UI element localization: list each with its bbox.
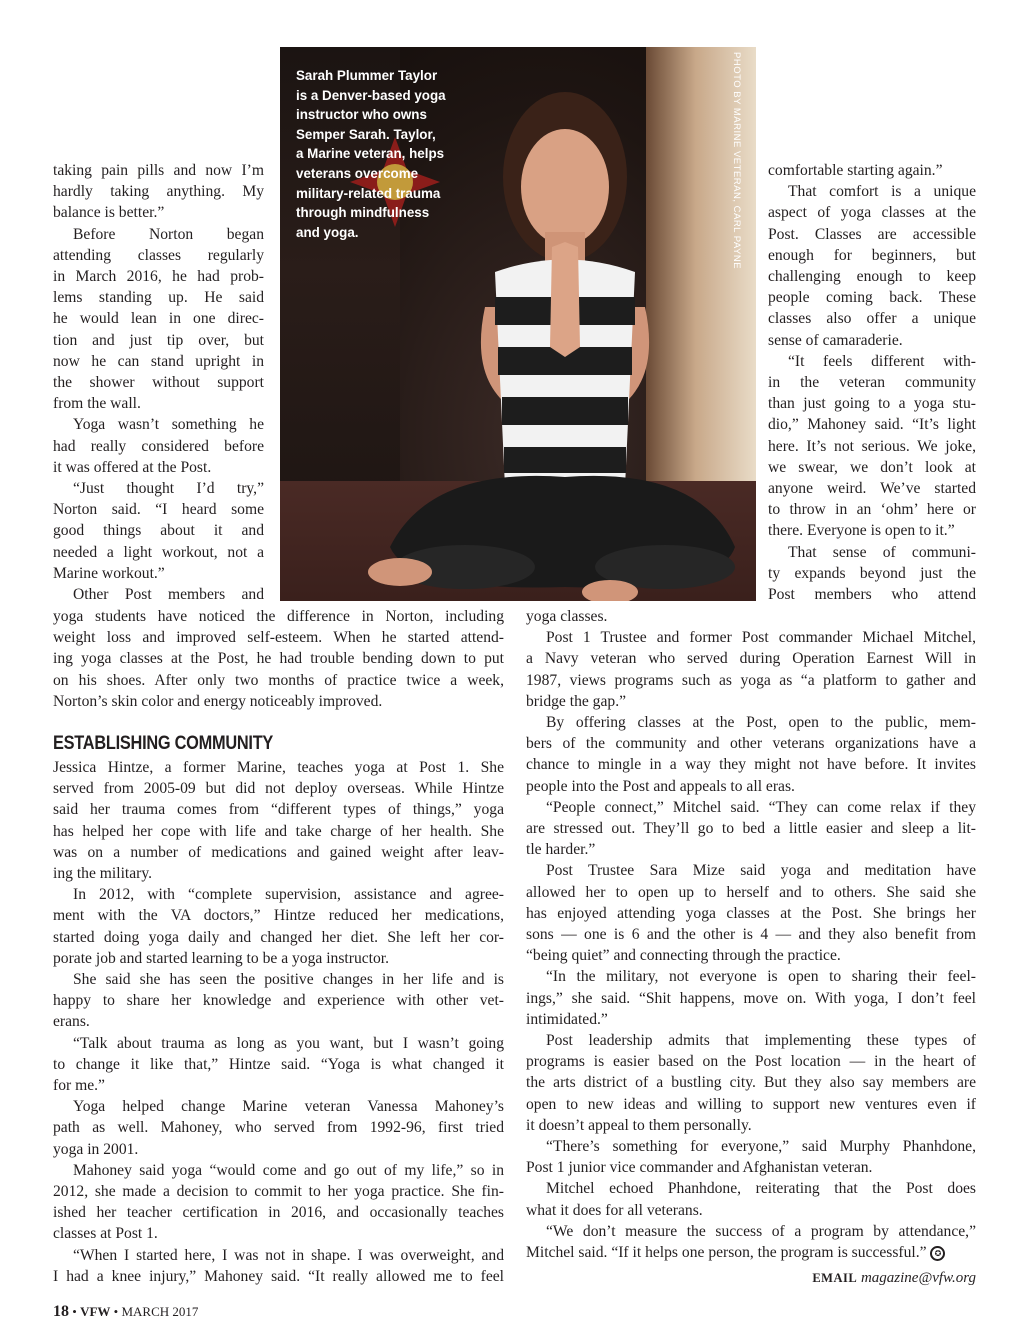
text-line: anyone weird. We’ve started <box>768 480 976 498</box>
text-line: Post Trustee Sara Mize said yoga and meditation have <box>546 862 976 880</box>
caption-line: military-related trauma <box>296 185 441 201</box>
footer-separator: • <box>72 1304 77 1319</box>
text-line: Post. Classes are accessible <box>768 225 976 243</box>
caption-line: Semper Sarah. Taylor, <box>296 126 436 142</box>
text-line: needed a light workout, not a <box>53 543 264 561</box>
text-line: “being quiet” and connecting through the practice. <box>526 947 841 965</box>
text-line: “People connect,” Mitchel said. “They can come relax if they <box>546 798 976 816</box>
text-line: here. It’s not serious. We joke, <box>768 437 976 455</box>
text-line: Before Norton began <box>73 225 264 243</box>
text-line: “When I started here, I was not in shape. I was overweight, and <box>73 1246 504 1264</box>
text-line: ing yoga classes at the Post, he had trouble bending down to put <box>53 650 504 668</box>
text-line: yoga students have noticed the difference in Norton, including <box>53 608 504 625</box>
text-line: balance is better.” <box>53 204 165 222</box>
text-line: programs is easier based on the Post location — in the heart of <box>526 1053 976 1071</box>
caption-line: and yoga. <box>296 224 359 240</box>
email-label: EMAIL <box>812 1271 858 1285</box>
text-line: Post 1 junior vice commander and Afghanistan veteran. <box>526 1159 873 1177</box>
left-lower-column <box>53 757 504 1287</box>
caption-line: a Marine veteran, helps <box>296 146 445 162</box>
text-line: sense of camaraderie. <box>768 331 903 349</box>
email-line <box>812 1270 976 1287</box>
text-line: sons — one is 6 and the other is 4 — and they also benefit from <box>526 926 976 944</box>
text-line: tion and just tip over, but <box>53 331 264 349</box>
text-line: 2012, she made a decision to commit to her yoga practice. She fin- <box>53 1183 504 1201</box>
text-line: to change it like that,” Hintze said. “Yoga is what changed it <box>53 1055 504 1073</box>
text-line: people coming back. These <box>768 289 976 307</box>
text-line: taking pain pills and now I’m <box>53 162 264 179</box>
text-line: he would lean in one direc- <box>53 310 264 328</box>
text-line: dio,” Mahoney said. “It’s light <box>768 416 976 434</box>
text-line: are stressed out. They’ll go to bed a little easier and sleep a lit- <box>526 820 976 838</box>
text-line-final: Mitchel said. “If it helps one person, the program is successful.” <box>526 1244 927 1262</box>
text-line: “There’s something for everyone,” said Murphy Phanhdone, <box>546 1138 976 1156</box>
text-line: comfortable starting again.” <box>768 162 943 179</box>
caption-line: veterans overcome <box>296 165 419 181</box>
text-line: it doesn’t appeal to them personally. <box>526 1116 752 1134</box>
text-line: She said she has seen the positive changes in her life and is <box>73 971 504 989</box>
text-line: ing the military. <box>53 865 153 883</box>
text-line: a Navy veteran who served during Operation Earnest Will in <box>526 650 976 668</box>
text-line: Marine workout.” <box>53 564 165 582</box>
photo-caption <box>296 66 471 242</box>
text-line: “Just thought I’d try,” <box>73 480 264 498</box>
left-wide-paragraph <box>53 606 504 712</box>
text-line: to throw in an ‘ohm’ here or <box>768 501 976 519</box>
text-line: Norton said. “I heard some <box>53 501 264 519</box>
text-line: lems standing up. He said <box>53 289 264 307</box>
text-line: there. Everyone is open to it.” <box>768 522 955 540</box>
text-line: Jessica Hintze, a former Marine, teaches yoga at Post 1. She <box>53 759 504 776</box>
text-line: said her trauma comes from “different types of things,” yoga <box>53 801 504 819</box>
photo-credit: PHOTO BY MARINE VETERAN, CARL PAYNE <box>731 52 742 270</box>
text-line: ment with the VA doctors,” Hintze reduced her medications, <box>53 907 504 925</box>
text-line: enough for beginners, but <box>768 246 976 264</box>
text-line: That comfort is a unique <box>788 183 976 201</box>
text-line: we swear, we don’t look at <box>768 458 976 476</box>
text-line: what it does for all veterans. <box>526 1201 703 1219</box>
text-line: Post members who attend <box>768 586 976 604</box>
text-line: ished her teacher certification in 2016, and occasionally teaches <box>53 1204 504 1222</box>
text-line: Yoga helped change Marine veteran Vanessa Mahoney’s <box>73 1098 504 1116</box>
text-line: Mitchel echoed Phanhdone, reiterating that the Post does <box>546 1180 976 1198</box>
text-line: yoga classes. <box>526 608 608 625</box>
left-narrow-column <box>53 160 264 605</box>
text-line: tle harder.” <box>526 841 596 859</box>
text-line: had really considered before <box>53 437 264 455</box>
page-footer <box>53 1303 198 1321</box>
text-line: hardly taking anything. My <box>53 183 264 201</box>
text-line: attending classes regularly <box>53 246 264 264</box>
text-line: That sense of communi- <box>788 543 976 561</box>
text-line: Other Post members and <box>73 586 264 604</box>
text-line: was on a number of medications and gained weight after leav- <box>53 843 504 861</box>
text-line: now he can stand upright in <box>53 352 264 370</box>
text-line: porate job and started learning to be a yoga instructor. <box>53 949 390 967</box>
text-line: yoga in 2001. <box>53 1140 139 1158</box>
text-line: than just going to a yoga stu- <box>768 395 976 413</box>
text-line: happy to share her knowledge and experience with other vet- <box>53 992 504 1010</box>
text-line: “Talk about trauma as long as you want, but I wasn’t going <box>73 1034 504 1052</box>
text-line: Post leadership admits that implementing these types of <box>546 1032 976 1050</box>
text-line: from the wall. <box>53 395 141 413</box>
text-line: aspect of yoga classes at the <box>768 204 976 222</box>
text-line: for me.” <box>53 1077 105 1095</box>
text-line: has enjoyed attending yoga classes at the Post. She brings her <box>526 904 976 922</box>
text-line: weight loss and improved self-esteem. When he started attend- <box>53 629 504 647</box>
issue-date: MARCH 2017 <box>121 1304 199 1319</box>
text-line: By offering classes at the Post, open to the public, mem- <box>546 714 976 732</box>
text-line: In 2012, with “complete supervision, assistance and agree- <box>73 886 504 904</box>
text-line: served from 2005-09 but did not deploy overseas. While Hintze <box>53 780 504 798</box>
text-line: it was offered at the Post. <box>53 458 212 476</box>
text-line: classes at Post 1. <box>53 1225 158 1243</box>
text-line: ty expands beyond just the <box>768 564 976 582</box>
magazine-name: VFW <box>80 1304 111 1319</box>
caption-line: through mindfulness <box>296 205 430 221</box>
text-line: Mahoney said yoga “would come and go out of my life,” so in <box>73 1161 504 1179</box>
caption-line: is a Denver-based yoga <box>296 87 446 103</box>
text-line: started doing yoga daily and changed her diet. She left her cor- <box>53 928 504 946</box>
text-line: Norton’s skin color and energy noticeably improved. <box>53 692 383 710</box>
text-line: 1987, views programs such as yoga as “a platform to gather and <box>526 671 976 689</box>
right-wide-column <box>526 606 976 1263</box>
text-line: “We don’t measure the success of a program by attendance,” <box>546 1222 976 1240</box>
text-line: Post 1 Trustee and former Post commander Michael Mitchel, <box>546 629 976 647</box>
text-line: ings,” she said. “Shit happens, move on. With yoga, I don’t feel <box>526 989 976 1007</box>
text-line: intimidated.” <box>526 1010 608 1028</box>
text-line: I had a knee injury,” Mahoney said. “It really allowed me to feel <box>53 1267 504 1285</box>
caption-line: Sarah Plummer Taylor <box>296 68 438 83</box>
right-narrow-column <box>768 160 976 605</box>
page-number: 18 <box>53 1303 69 1320</box>
text-line: the shower without support <box>53 374 264 392</box>
text-line: in March 2016, he had prob- <box>53 268 264 286</box>
text-line: has helped her cope with life and take charge of her health. She <box>53 822 504 840</box>
footer-separator: • <box>113 1304 119 1319</box>
text-line: in the veteran community <box>768 374 976 392</box>
text-line: classes also offer a unique <box>768 310 976 328</box>
text-line: erans. <box>53 1013 90 1031</box>
text-line: “It feels different with- <box>788 352 976 370</box>
end-mark-icon: ✪ <box>930 1246 945 1261</box>
caption-line: instructor who owns <box>296 107 427 123</box>
section-heading: ESTABLISHING COMMUNITY <box>53 733 274 754</box>
text-line: open to new ideas and willing to support new ventures even if <box>526 1095 976 1113</box>
text-line: allowed her to open up to herself and to others. She said she <box>526 883 976 901</box>
text-line: Yoga wasn’t something he <box>73 416 264 434</box>
text-line: challenging enough to keep <box>768 268 976 286</box>
email-address: magazine@vfw.org <box>860 1270 976 1286</box>
text-line: chance to mingle in a way they might not have before. It invites <box>526 756 976 774</box>
text-line: path as well. Mahoney, who served from 1992-96, first tried <box>53 1119 504 1137</box>
text-line: bridge the gap.” <box>526 692 627 710</box>
text-line: good things about it and <box>53 522 264 540</box>
text-line <box>526 1242 976 1263</box>
text-line: the arts district of a bustling city. But they also say members are <box>526 1074 976 1092</box>
text-line: people into the Post and appeals to all eras. <box>526 777 795 795</box>
text-line: bers of the community and other veterans organizations have a <box>526 735 976 753</box>
text-line: on his shoes. After only two months of practice twice a week, <box>53 671 504 689</box>
text-line: “In the military, not everyone is open to sharing their feel- <box>546 968 976 986</box>
